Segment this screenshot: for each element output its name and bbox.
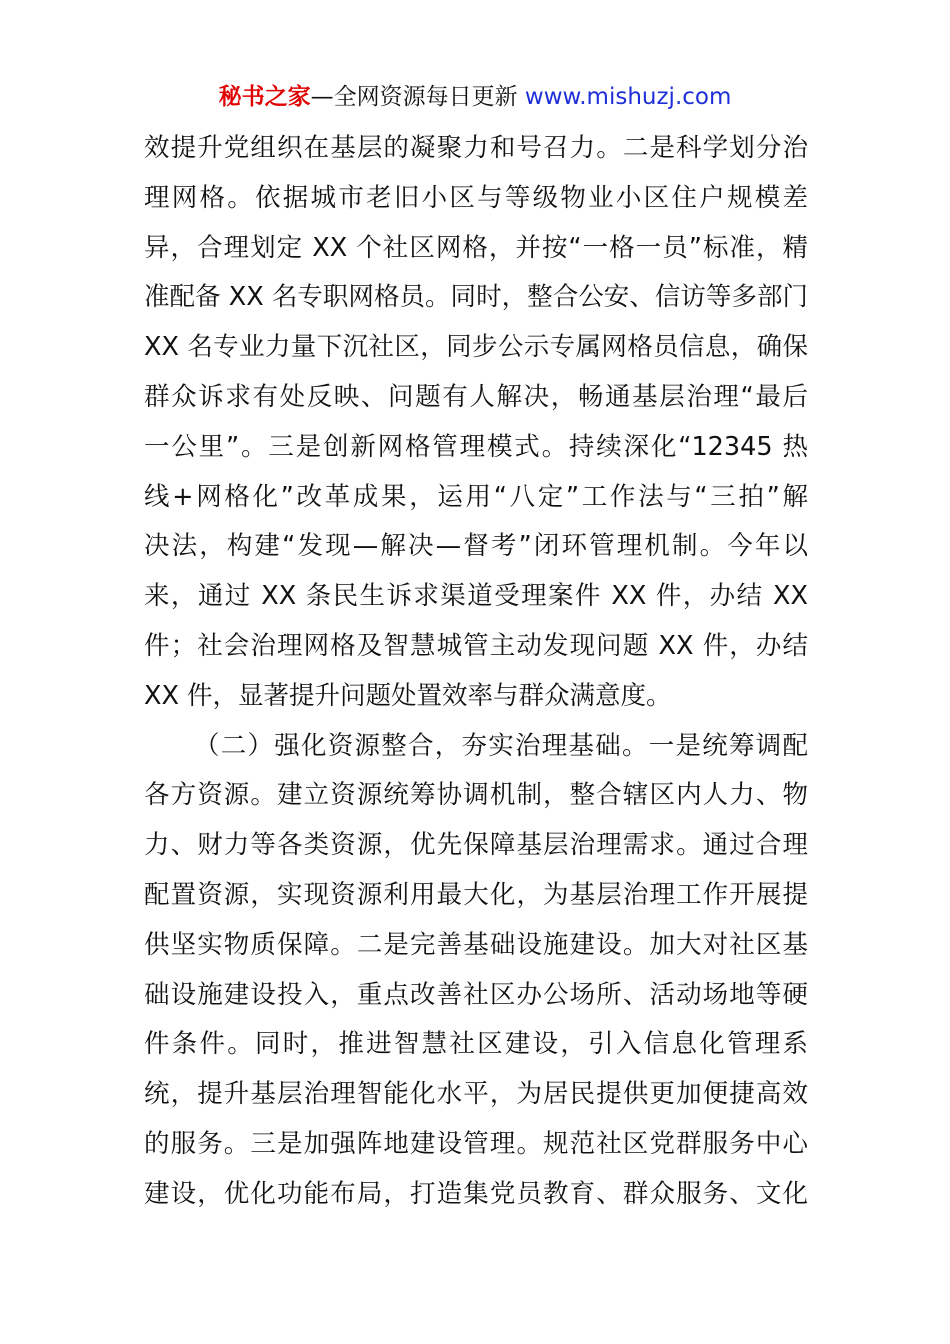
text-line: 件；社会治理网格及智慧城管主动发现问题 XX 件，办结 (144, 630, 808, 661)
text-line: 来，通过 XX 条民生诉求渠道受理案件 XX 件，办结 XX (144, 581, 808, 612)
text-line: 件条件。同时，推进智慧社区建设，引入信息化管理系 (144, 1029, 808, 1060)
text-line: XX 名专业力量下沉社区，同步公示专属网格员信息，确保 (144, 332, 808, 363)
text-line: 理网格。依据城市老旧小区与等级物业小区住户规模差 (144, 182, 808, 213)
text-line: XX 件，显著提升问题处置效率与群众满意度。 (144, 680, 672, 711)
text-line: 础设施建设投入，重点改善社区办公场所、活动场地等硬 (144, 979, 808, 1010)
paragraph-1 (144, 124, 808, 722)
text-line: 决法，构建“发现—解决—督考”闭环管理机制。今年以 (144, 531, 808, 562)
text-line: 准配备 XX 名专职网格员。同时，整合公安、信访等多部门 (144, 282, 808, 313)
text-line: 线+网格化”改革成果，运用“八定”工作法与“三拍”解 (144, 481, 808, 512)
paragraph-2 (144, 722, 808, 1220)
text-line: 群众诉求有处反映、问题有人解决，畅通基层治理“最后 (144, 381, 808, 412)
header-tagline: —全网资源每日更新 (310, 84, 518, 110)
text-line: 异，合理划定 XX 个社区网格，并按“一格一员”标准，精 (144, 232, 808, 263)
text-line: 力、财力等各类资源，优先保障基层治理需求。通过合理 (144, 830, 808, 861)
text-line: 各方资源。建立资源统筹协调机制，整合辖区内人力、物 (144, 780, 808, 811)
body-text (144, 124, 808, 1220)
text-line: 建设，优化功能布局，打造集党员教育、群众服务、文化 (144, 1178, 808, 1209)
text-line: 配置资源，实现资源利用最大化，为基层治理工作开展提 (144, 879, 808, 910)
text-line: 的服务。三是加强阵地建设管理。规范社区党群服务中心 (144, 1128, 808, 1159)
text-line: 效提升党组织在基层的凝聚力和号召力。二是科学划分治 (144, 133, 808, 163)
brand-name: 秘书之家 (218, 84, 311, 110)
site-url-link[interactable]: www.mishuzj.com (524, 84, 732, 110)
text-line: 一公里”。三是创新网格管理模式。持续深化“12345 热 (144, 431, 808, 462)
page-header (0, 80, 950, 114)
text-line: 统，提升基层治理智能化水平，为居民提供更加便捷高效 (144, 1079, 808, 1110)
text-line: 供坚实物质保障。二是完善基础设施建设。加大对社区基 (144, 929, 808, 960)
text-line: （二）强化资源整合，夯实治理基础。一是统筹调配 (194, 730, 808, 761)
